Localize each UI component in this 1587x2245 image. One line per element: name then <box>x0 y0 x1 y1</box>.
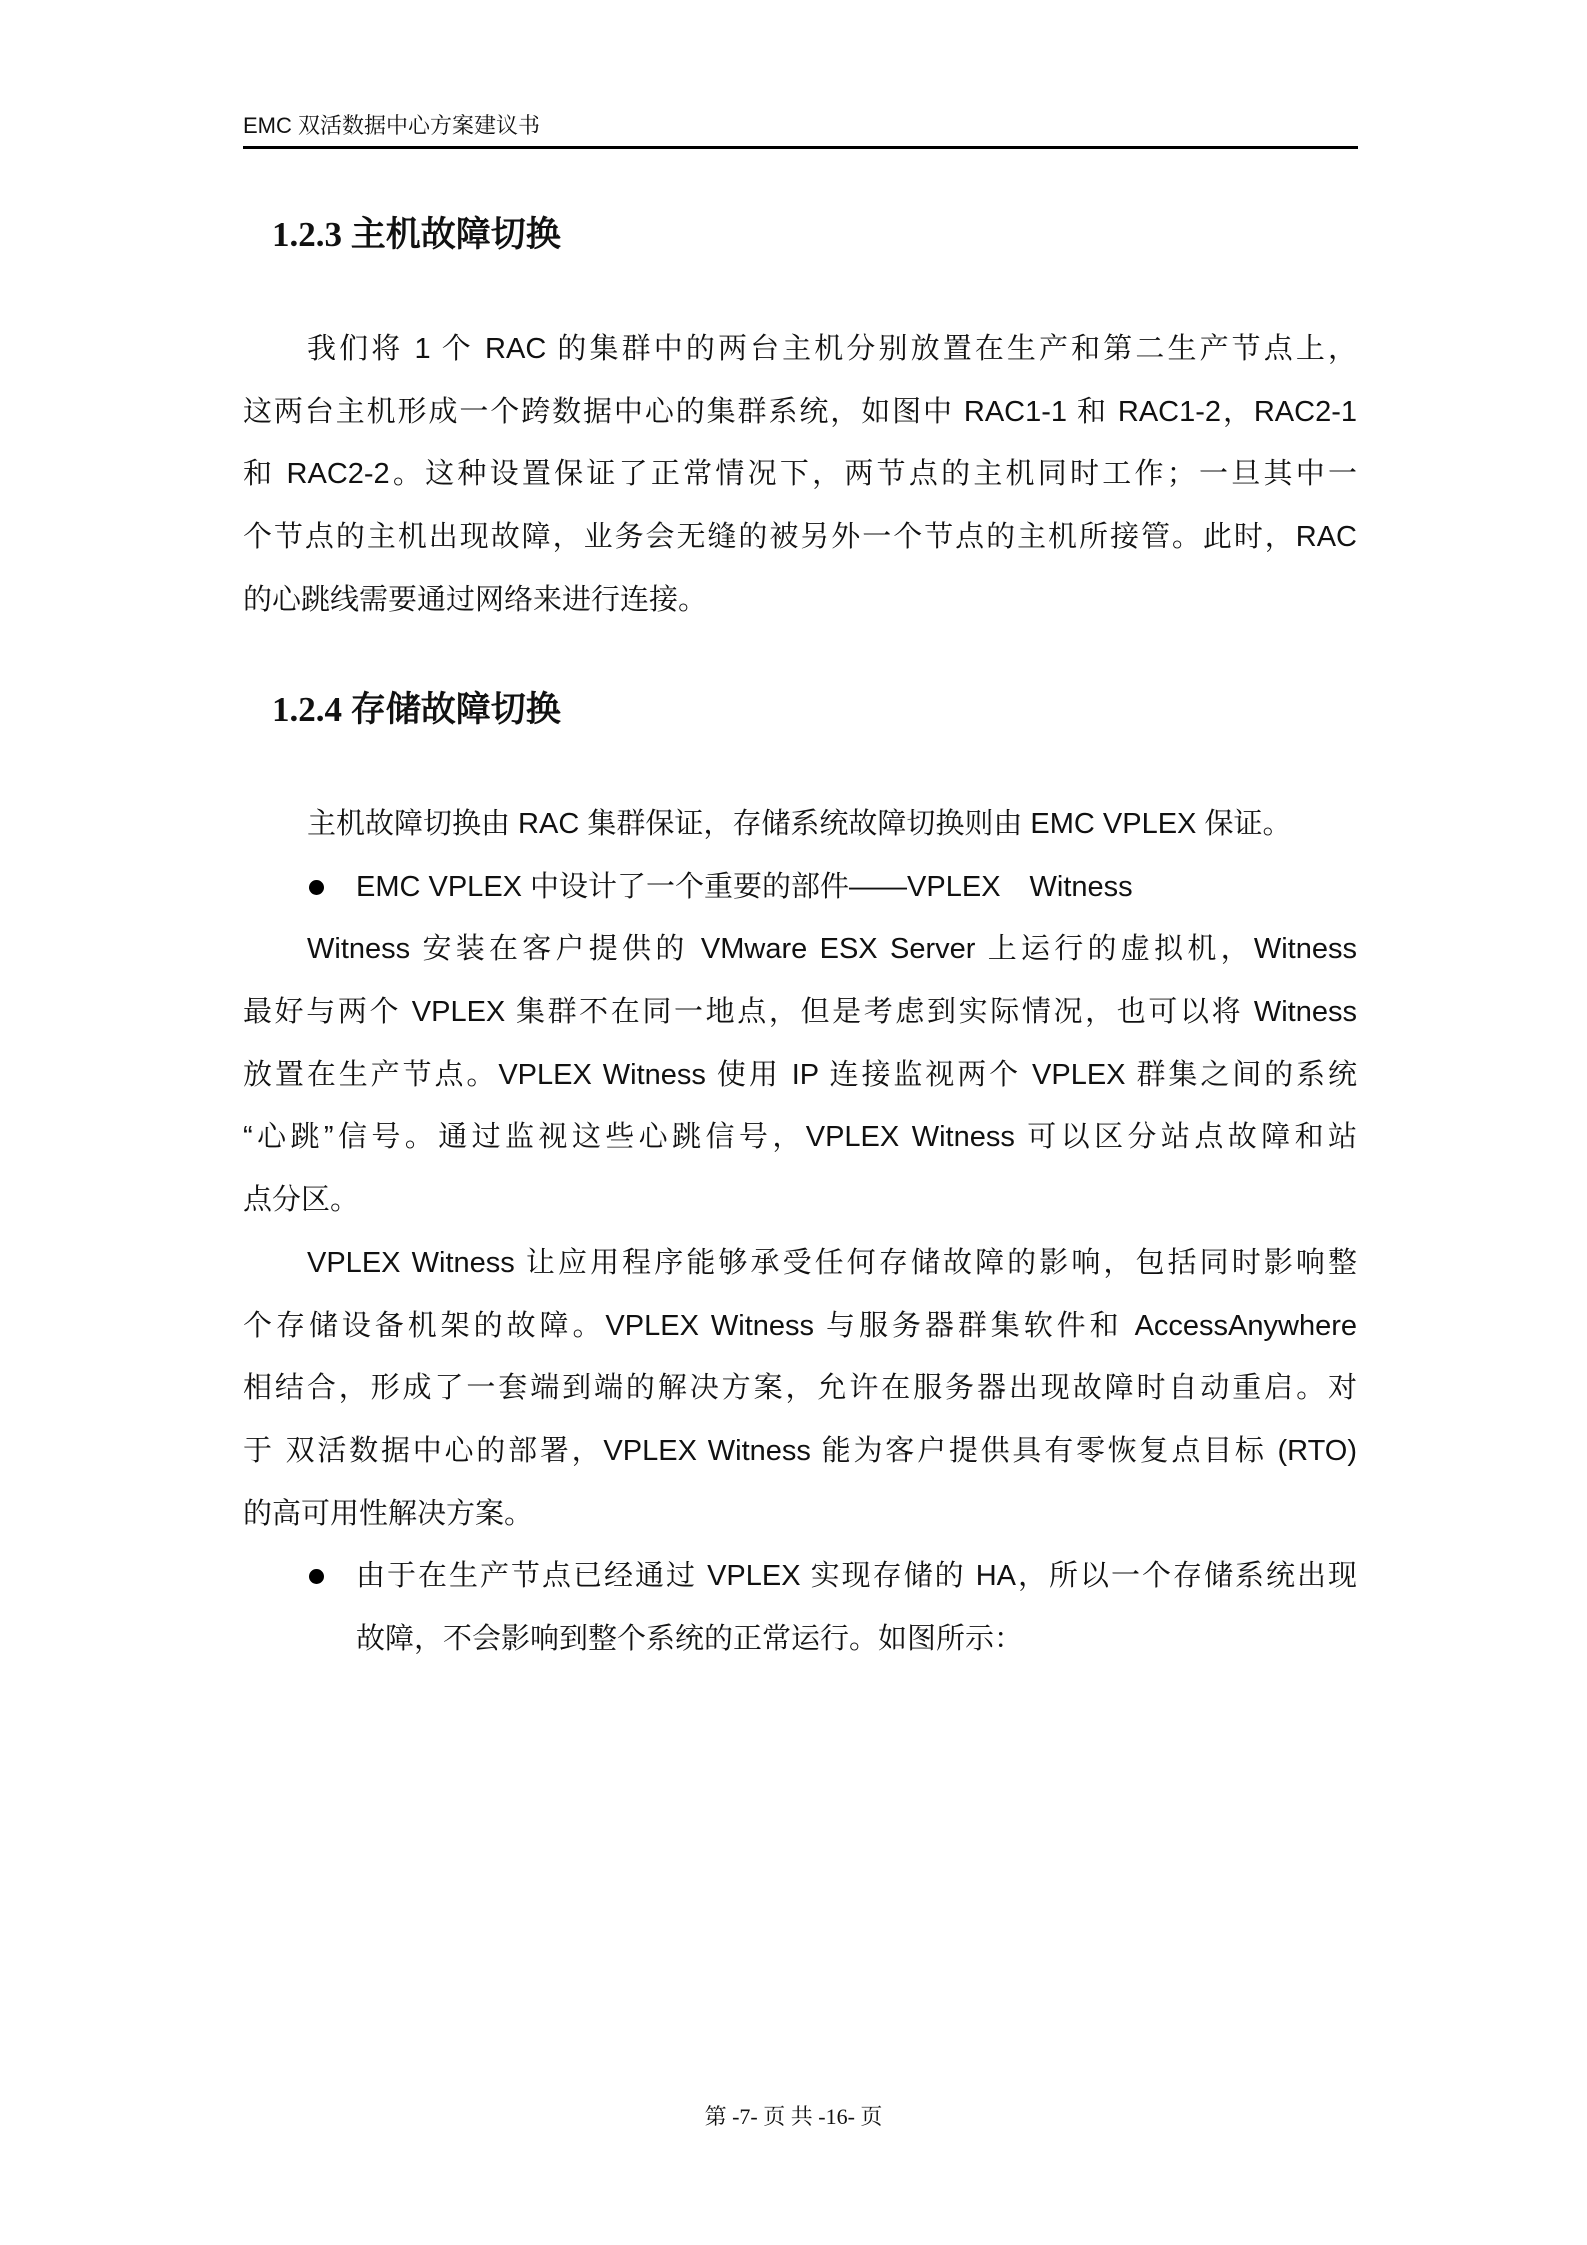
section-storage-failover <box>243 793 1357 1671</box>
bullet-item <box>243 1545 1357 1670</box>
bullet-icon <box>309 1569 324 1584</box>
text-line: 和 RAC2-2。这种设置保证了正常情况下，两节点的主机同时工作；一旦其中一 <box>243 458 1357 491</box>
header-rule <box>243 146 1358 149</box>
text-line: 故障，不会影响到整个系统的正常运行。如图所示： <box>356 1622 1024 1655</box>
bullet-item <box>243 856 1357 919</box>
heading-1-2-3: 1.2.3 主机故障切换 <box>272 215 561 254</box>
text-line: 这两台主机形成一个跨数据中心的集群系统，如图中 RAC1-1 和 RAC1-2，RAC2-1 <box>243 395 1357 428</box>
text-line: 我们将 1 个 RAC 的集群中的两台主机分别放置在生产和第二生产节点上， <box>307 333 1357 365</box>
text-line: VPLEX Witness 让应用程序能够承受任何存储故障的影响，包括同时影响整 <box>307 1246 1357 1279</box>
text-line: 于 双活数据中心的部署，VPLEX Witness 能为客户提供具有零恢复点目标 (RTO) <box>243 1434 1357 1467</box>
text-line: 个节点的主机出现故障，业务会无缝的被另外一个节点的主机所接管。此时，RAC <box>243 521 1357 554</box>
text-line: 由于在生产节点已经通过 VPLEX 实现存储的 HA，所以一个存储系统出现 <box>356 1560 1357 1593</box>
paragraph-host-failover <box>243 318 1357 631</box>
page-footer: 第 -7- 页 共 -16- 页 <box>704 2104 883 2129</box>
text-line: “心跳”信号。通过监视这些心跳信号，VPLEX Witness 可以区分站点故障和站 <box>243 1121 1357 1154</box>
text-line: 放置在生产节点。VPLEX Witness 使用 IP 连接监视两个 VPLEX 群集之间的系统 <box>243 1058 1357 1091</box>
heading-1-2-4: 1.2.4 存储故障切换 <box>272 690 561 729</box>
text-line: 个存储设备机架的故障。VPLEX Witness 与服务器群集软件和 AccessAnywhere <box>243 1309 1357 1342</box>
text-line: 最好与两个 VPLEX 集群不在同一地点，但是考虑到实际情况，也可以将 Witness <box>243 996 1357 1029</box>
text-line: EMC VPLEX 中设计了一个重要的部件——VPLEX Witness <box>356 870 1133 903</box>
text-line: 点分区。 <box>243 1184 360 1217</box>
text-line: 相结合，形成了一套端到端的解决方案，允许在服务器出现故障时自动重启。对 <box>243 1372 1357 1405</box>
intro-line: 主机故障切换由 RAC 集群保证，存储系统故障切换则由 EMC VPLEX 保证。 <box>307 808 1292 840</box>
text-line: 的心跳线需要通过网络来进行连接。 <box>243 583 708 616</box>
text-line: 的高可用性解决方案。 <box>243 1497 534 1530</box>
text-line: Witness 安装在客户提供的 VMware ESX Server 上运行的虚拟机，Witness <box>307 933 1357 966</box>
bullet-icon <box>309 880 324 895</box>
document-header: EMC 双活数据中心方案建议书 <box>243 113 541 138</box>
